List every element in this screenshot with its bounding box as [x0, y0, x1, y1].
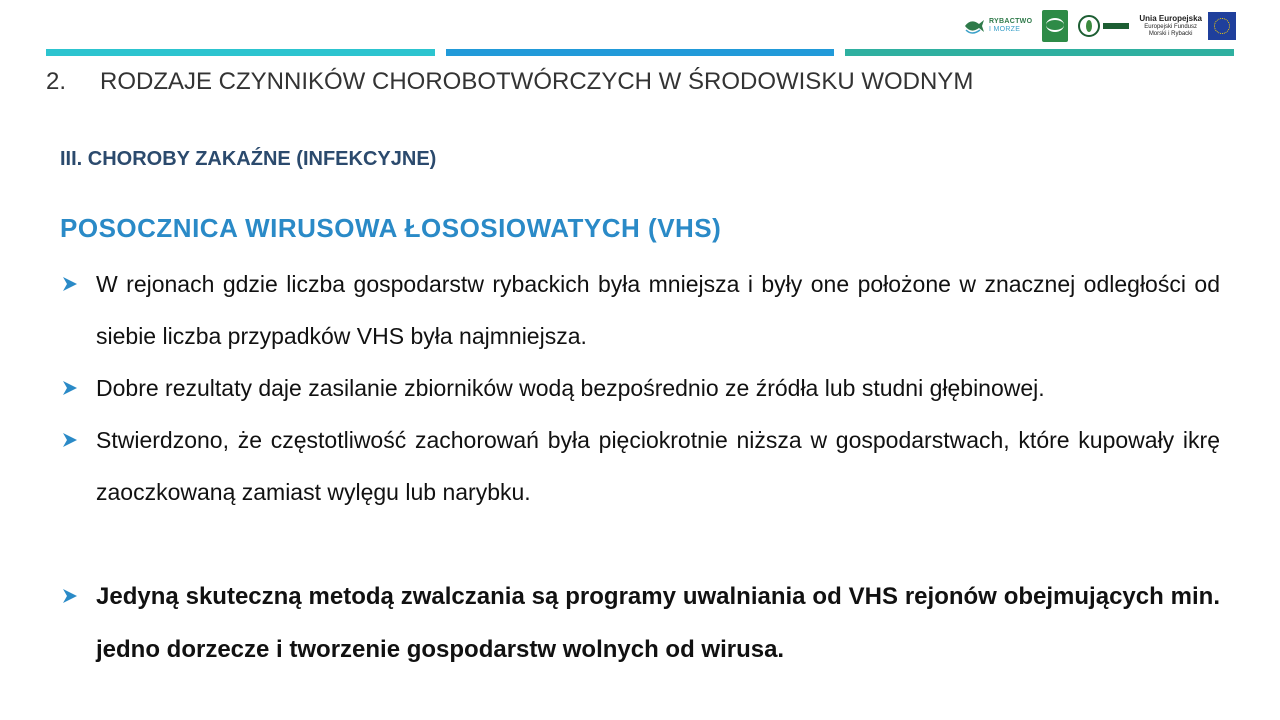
arrow-right-icon — [60, 586, 80, 606]
arrow-right-icon — [60, 274, 80, 294]
bullet-text: Stwierdzono, że częstotliwość zachorowań była pięciokrotnie niższa w gospodarstwach, które kupowały ikrę zaoczkowaną zamiast wylęgu lub narybku. — [96, 427, 1220, 505]
arrow-right-icon — [60, 378, 80, 398]
eu-logo-line2: Morski i Rybacki — [1148, 31, 1193, 37]
header-band-1 — [46, 49, 435, 56]
bullet-item — [60, 362, 1220, 414]
bullet-item — [60, 258, 1220, 362]
bullet-list — [60, 258, 1220, 676]
slide-title: RODZAJE CZYNNIKÓW CHOROBOTWÓRCZYCH W ŚRODOWISKU WODNYM — [100, 68, 974, 95]
prow-logo — [1078, 15, 1129, 37]
fish-icon — [963, 16, 985, 36]
section-title: III. CHOROBY ZAKAŹNE (INFEKCYJNE) — [60, 148, 437, 170]
bullet-text: Dobre rezultaty daje zasilanie zbiorników wodą bezpośrednio ze źródła lub studni głębinowej. — [96, 375, 1045, 401]
header-band-3 — [845, 49, 1234, 56]
slide-number: 2. — [46, 68, 67, 95]
arimr-logo — [1042, 10, 1068, 42]
rybactwo-logo-text: RYBACTWO — [988, 18, 1033, 25]
prow-logo-bar — [1103, 23, 1129, 29]
bullet-item — [60, 414, 1220, 518]
arrow-right-icon — [60, 430, 80, 450]
bullet-item-emphasis — [60, 570, 1220, 676]
bullet-text: W rejonach gdzie liczba gospodarstw rybackich była mniejsza i były one położone w znacznej odległości od siebie liczba przypadków VHS była najmniejsza. — [96, 271, 1220, 349]
slide-heading — [46, 68, 973, 96]
eu-flag-icon — [1208, 12, 1236, 40]
header-band-2 — [446, 49, 834, 56]
rybactwo-logo-subtext: I MORZE — [988, 26, 1021, 33]
rybactwo-logo — [963, 16, 1032, 36]
eu-logo-line1: Europejski Fundusz — [1144, 24, 1197, 30]
eu-logo-title: Unia Europejska — [1139, 14, 1202, 23]
eu-logo — [1139, 12, 1236, 40]
leaf-icon — [1078, 15, 1100, 37]
partner-logos — [963, 8, 1236, 44]
bullet-text: Jedyną skuteczną metodą zwalczania są programy uwalniania od VHS rejonów obejmujących min. jedno dorzecze i tworzenie gospodarstw wolnych od wirusa. — [96, 583, 1220, 663]
slide-subtitle: POSOCZNICA WIRUSOWA ŁOSOSIOWATYCH (VHS) — [60, 213, 722, 243]
